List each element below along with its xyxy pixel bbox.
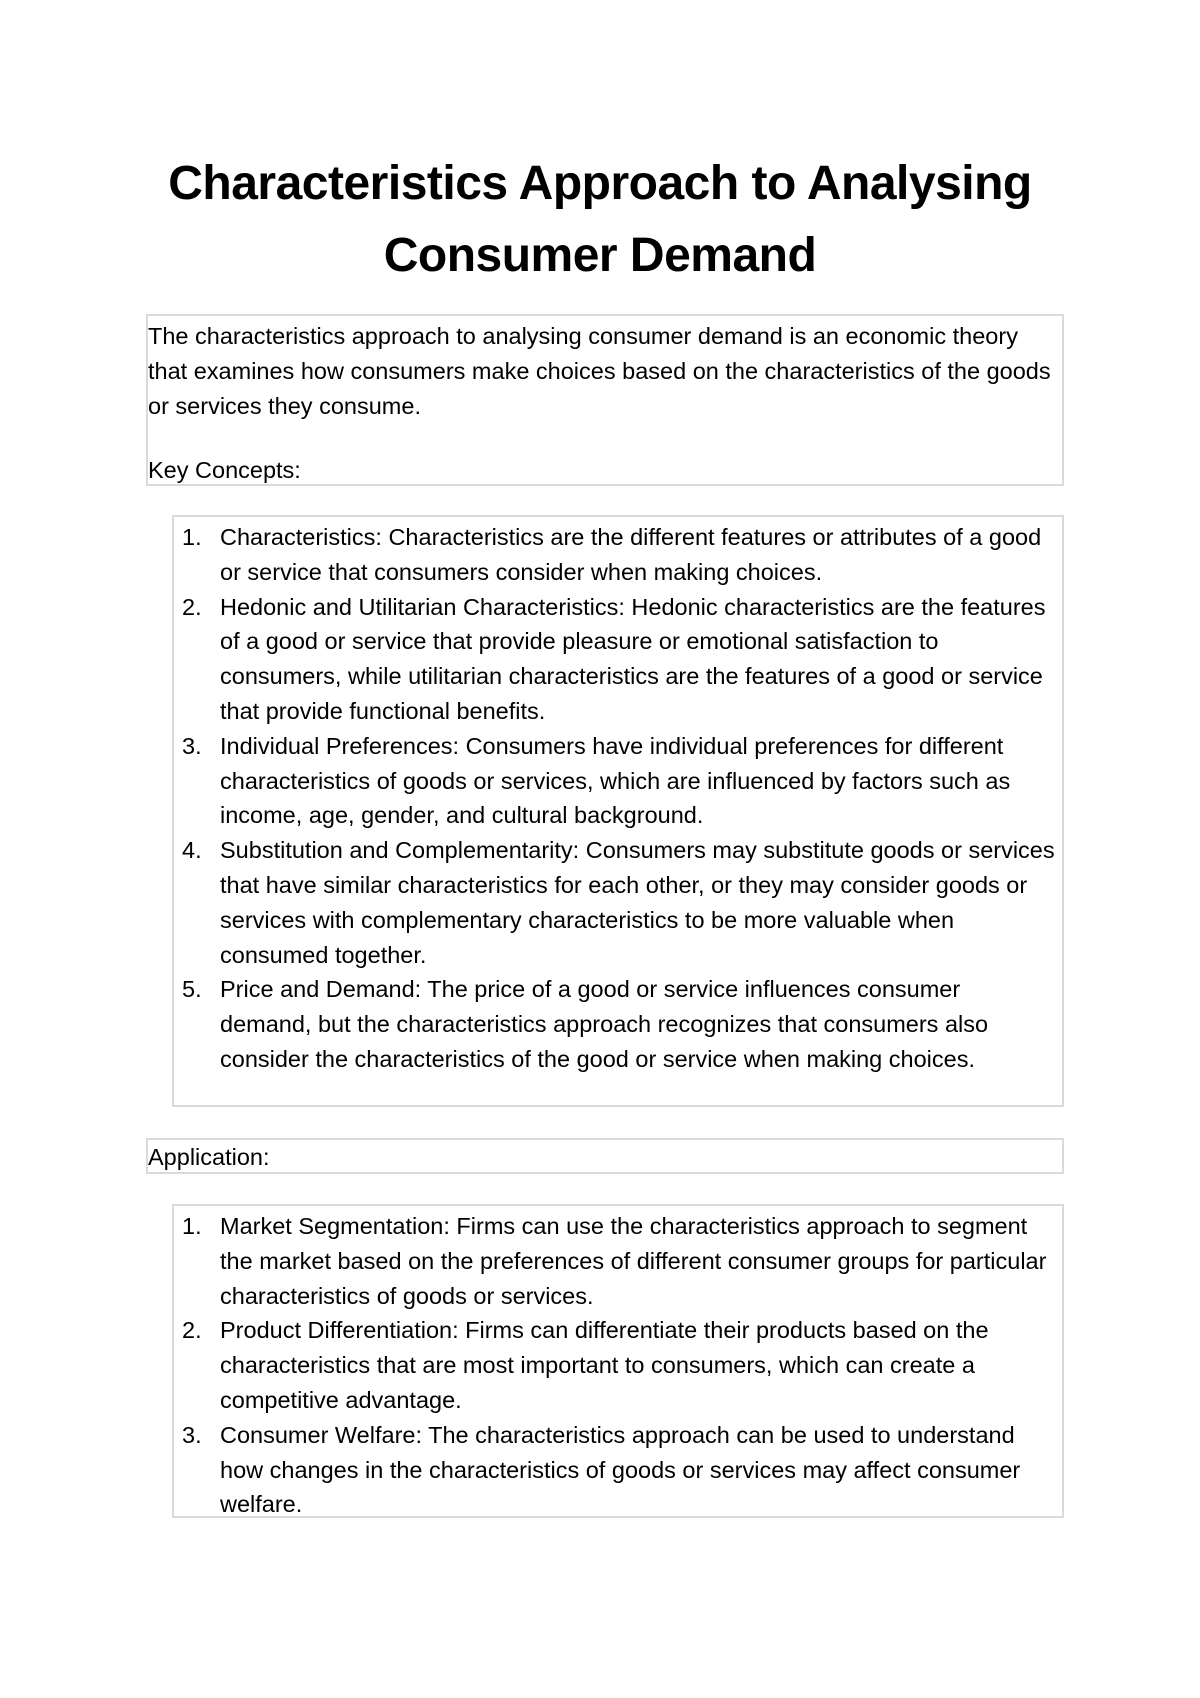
paragraph-spacer	[148, 423, 1062, 453]
applications-list	[174, 1209, 1056, 1522]
list-item	[174, 1418, 1056, 1522]
list-item-text: Characteristics: Characteristics are the different features or attributes of a good or service that consumers consider when making choices.	[220, 524, 1042, 585]
page-title: Characteristics Approach to Analysing Consumer Demand	[168, 157, 1032, 282]
key-concepts-list	[174, 520, 1056, 1077]
list-item-text: Price and Demand: The price of a good or service influences consumer demand, but the characteristics approach recognizes that consumers also consider the characteristics of the good or service when making choices.	[220, 976, 989, 1072]
list-number: 2.	[182, 593, 202, 620]
list-number: 3.	[182, 1421, 202, 1448]
list-item	[174, 520, 1056, 590]
list-item	[174, 1313, 1056, 1417]
list-number: 5.	[182, 976, 202, 1003]
list-item	[174, 590, 1056, 729]
intro-box	[146, 314, 1064, 486]
application-heading: Application:	[148, 1144, 270, 1170]
application-heading-box	[146, 1138, 1064, 1174]
list-item-text: Consumer Welfare: The characteristics approach can be used to understand how changes in the characteristics of goods or services may affect consumer welfare.	[220, 1421, 1021, 1518]
list-item	[174, 729, 1056, 833]
list-number: 1.	[182, 524, 202, 550]
intro-paragraph: The characteristics approach to analysing consumer demand is an economic theory that examines how consumers make choices based on the characteristics of the goods or services they consume.	[148, 323, 1051, 419]
list-item-text: Product Differentiation: Firms can differentiate their products based on the characteristics that are most important to consumers, which can create a competitive advantage.	[220, 1317, 989, 1413]
list-number: 4.	[182, 837, 202, 864]
list-item-text: Hedonic and Utilitarian Characteristics: Hedonic characteristics are the features of a good or service that provide pleasure or emotional satisfaction to consumers, while utilitarian characteristics are the features of a good or service that provide functional benefits.	[220, 593, 1046, 724]
list-number: 2.	[182, 1317, 202, 1344]
list-item	[174, 1209, 1056, 1313]
key-concepts-box	[172, 515, 1064, 1107]
key-concepts-heading: Key Concepts:	[148, 457, 301, 484]
list-item-text: Individual Preferences: Consumers have individual preferences for different characteristics of goods or services, which are influenced by factors such as income, age, gender, and cultural background.	[220, 732, 1011, 829]
list-number: 3.	[182, 732, 202, 759]
list-number: 1.	[182, 1213, 202, 1239]
list-item-text: Substitution and Complementarity: Consumers may substitute goods or services that have similar characteristics for each other, or they may consider goods or services with complementary characteristics to be more valuable when consumed together.	[220, 837, 1055, 968]
list-item-text: Market Segmentation: Firms can use the characteristics approach to segment the market based on the preferences of different consumer groups for particular characteristics of goods or services.	[220, 1213, 1047, 1309]
list-item	[174, 972, 1056, 1076]
applications-box	[172, 1204, 1064, 1518]
list-item	[174, 833, 1056, 972]
